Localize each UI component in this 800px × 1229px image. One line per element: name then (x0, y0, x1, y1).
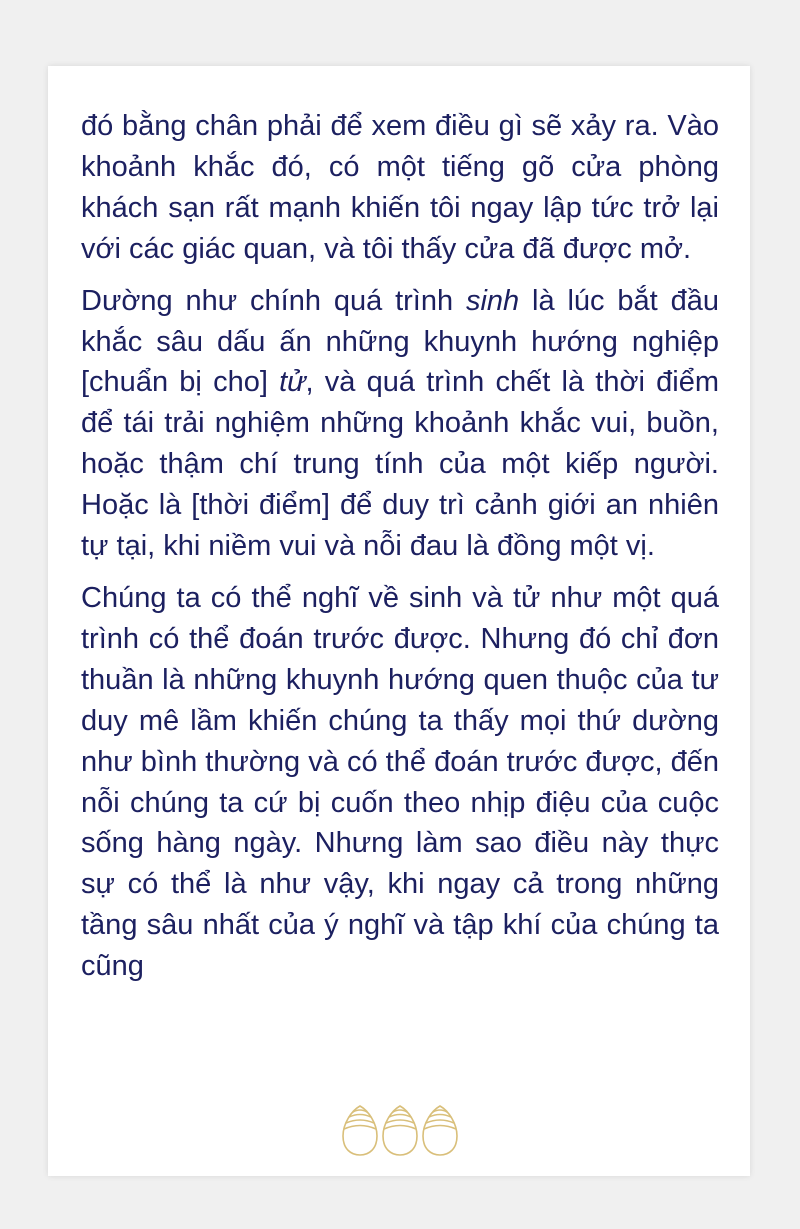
text-segment: đó bằng chân phải để xem điều gì sẽ xảy ra. Vào khoảnh khắc đó, có một tiếng gõ cửa phòng khách sạn rất mạnh khiến tôi ngay lập tức trở lại với các giác quan, và tôi thấy cửa đã được mở. (81, 110, 719, 265)
italic-term-sinh: sinh (465, 284, 520, 317)
book-page (48, 66, 750, 1176)
paragraph-1 (81, 106, 719, 270)
conch-shell-icon (343, 1106, 377, 1155)
text-segment: , và quá trình chết là thời điểm để tái trải nghiệm những khoảnh khắc vui, buồn, hoặc thậm chí trung tính của một kiếp người. Hoặc là [thời điểm] để duy trì cảnh giới an nhiên tự tại, khi niềm vui và nỗi đau là đồng một vị. (81, 366, 719, 563)
text-segment: là lúc bắt đầu khắc sâu dấu ấn những khuynh hướng nghiệp [chuẩn bị cho] (81, 284, 719, 399)
paragraph-3 (81, 578, 719, 987)
conch-shell-icon (383, 1106, 417, 1155)
paragraph-2 (81, 281, 719, 567)
body-text (81, 106, 719, 987)
text-segment: Dường như chính quá trình (81, 284, 466, 317)
text-segment: Chúng ta có thể nghĩ về sinh và tử như một quá trình có thể đoán trước được. Nhưng đó chỉ đơn thuần là những khuynh hướng quen thuộc của tư duy mê lầm khiến chúng ta thấy mọi thứ dường như bình thường và có thể đoán trước được, đến nỗi chúng ta cứ bị cuốn theo nhịp điệu của cuộc sống hàng ngày. Nhưng làm sao điều này thực sự có thể là như vậy, khi ngay cả trong những tầng sâu nhất của ý nghĩ và tập khí của chúng ta cũng (81, 581, 719, 983)
three-conch-shells-icon (340, 1102, 460, 1158)
conch-shell-icon (423, 1106, 457, 1155)
italic-term-tu: tử (279, 366, 306, 399)
